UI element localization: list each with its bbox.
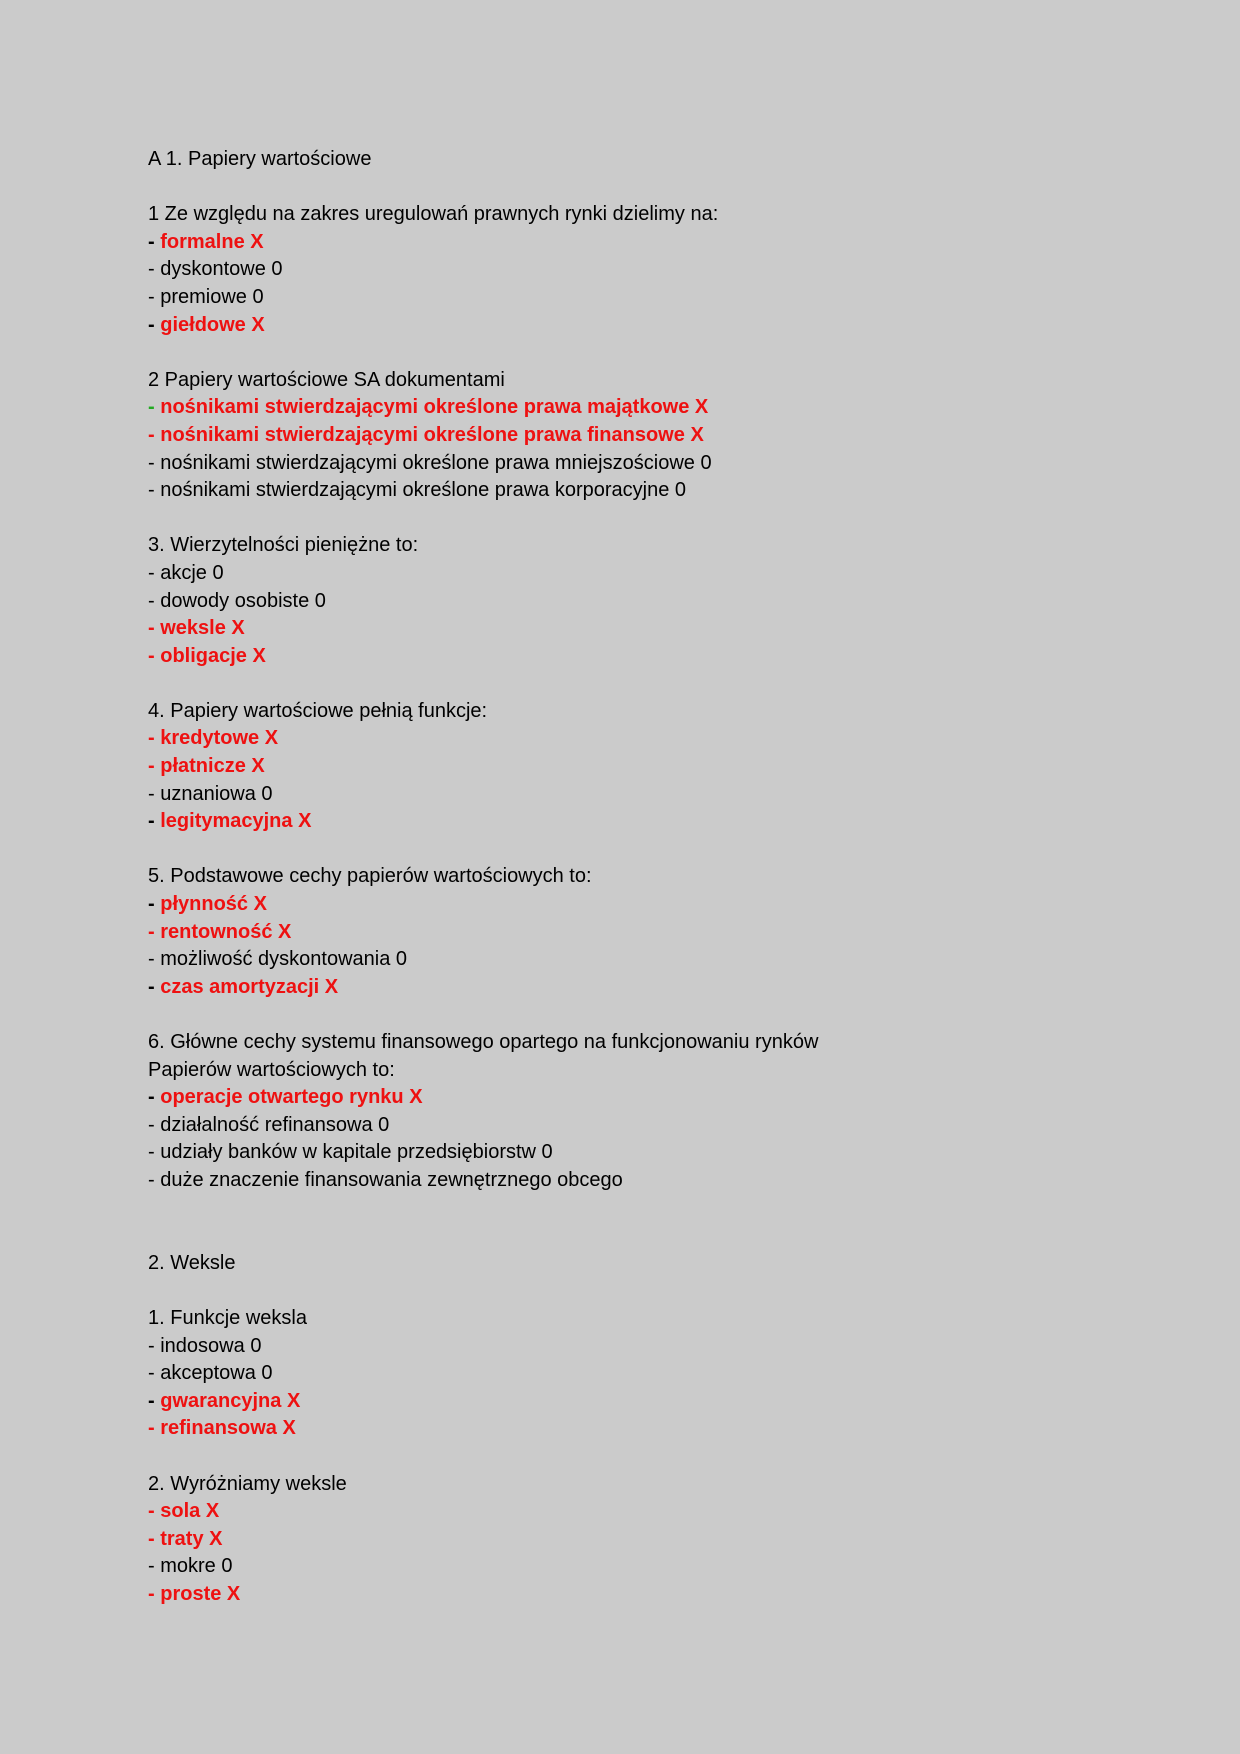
blank-line (148, 670, 1148, 698)
answer-incorrect (148, 450, 1148, 478)
answer-text: sola (160, 1500, 201, 1523)
question-text: 5. Podstawowe cechy papierów wartościowych to: (148, 865, 592, 888)
answer-mark-0: 0 (700, 451, 712, 474)
answer-dash: - (148, 948, 155, 971)
answer-incorrect (148, 256, 1148, 284)
answer-correct (148, 753, 1148, 781)
answer-dash: - (148, 782, 155, 805)
answer-text: akceptowa (160, 1362, 256, 1385)
answer-dash: - (148, 561, 155, 584)
answer-dash: - (148, 1168, 155, 1191)
answer-mark-x: X (231, 617, 245, 640)
answer-text: kredytowe (160, 727, 260, 750)
document-content (148, 146, 1148, 1608)
answer-incorrect (148, 946, 1148, 974)
answer-text: płynność (160, 893, 249, 916)
answer-text: premiowe (160, 285, 247, 308)
answer-mark-x: X (253, 893, 267, 916)
answer-dash: - (148, 975, 155, 998)
answer-text: operacje otwartego rynku (160, 1086, 404, 1109)
answer-text: możliwość dyskontowania (160, 948, 391, 971)
answer-correct (148, 1084, 1148, 1112)
answer-dash: - (148, 313, 155, 336)
answer-mark-0: 0 (250, 1334, 262, 1357)
question-text: 2. Wyróżniamy weksle (148, 1472, 347, 1495)
answer-mark-0: 0 (252, 285, 264, 308)
answer-correct (148, 1581, 1148, 1609)
answer-dash: - (148, 451, 155, 474)
answer-correct (148, 1526, 1148, 1554)
answer-correct (148, 422, 1148, 450)
answer-mark-x: X (205, 1500, 220, 1523)
answer-dash: - (148, 1334, 155, 1357)
answer-incorrect (148, 1139, 1148, 1167)
answer-mark-x: X (251, 313, 265, 336)
answer-text: dowody osobiste (160, 589, 310, 612)
answer-correct (148, 808, 1148, 836)
answer-dash: - (148, 1582, 155, 1605)
answer-dash: - (148, 423, 155, 446)
answer-correct (148, 1388, 1148, 1416)
answer-correct (148, 891, 1148, 919)
answer-text: nośnikami stwierdzającymi określone prawa mniejszościowe (160, 451, 695, 474)
answer-dash: - (148, 1389, 155, 1412)
answer-mark-x: X (278, 920, 292, 943)
answer-text: działalność refinansowa (160, 1113, 373, 1136)
answer-text: płatnicze (160, 755, 246, 778)
answer-text: traty (160, 1527, 204, 1550)
answer-incorrect (148, 560, 1148, 588)
answer-dash: - (148, 479, 155, 502)
answer-mark-0: 0 (541, 1141, 553, 1164)
answer-text: nośnikami stwierdzającymi określone prawa finansowe (160, 423, 685, 446)
answer-mark-x: X (282, 1417, 296, 1440)
answer-text: gwarancyjna (160, 1389, 282, 1412)
answer-text: nośnikami stwierdzającymi określone prawa korporacyjne (160, 479, 670, 502)
answer-dash: - (148, 1527, 155, 1550)
question-text-continued: Papierów wartościowych to: (148, 1058, 395, 1081)
answer-incorrect (148, 284, 1148, 312)
blank-line (148, 1443, 1148, 1471)
answer-dash: - (148, 617, 155, 640)
answer-correct (148, 229, 1148, 257)
answer-dash: - (148, 1113, 155, 1136)
answer-text: mokre (160, 1555, 216, 1578)
answer-mark-0: 0 (395, 948, 408, 971)
answer-dash: - (148, 644, 155, 667)
answer-correct (148, 615, 1148, 643)
question-text: 6. Główne cechy systemu finansowego opartego na funkcjonowaniu rynków (148, 1031, 819, 1053)
answer-mark-x: X (286, 1389, 301, 1412)
answer-text: indosowa (160, 1334, 245, 1357)
blank-line (148, 1195, 1148, 1250)
answer-dash: - (148, 755, 155, 778)
answer-dash: - (148, 727, 155, 750)
answer-incorrect (148, 588, 1148, 616)
blank-line (148, 1277, 1148, 1305)
answer-text: duże znaczenie finansowania zewnętrznego obcego (160, 1168, 623, 1191)
section-title: A 1. Papiery wartościowe (148, 148, 372, 170)
answer-mark-x: X (226, 1582, 241, 1605)
answer-mark-x: X (690, 423, 704, 446)
answer-mark-x: X (324, 975, 339, 998)
answer-dash: - (148, 810, 155, 833)
answer-dash: - (148, 230, 155, 253)
answer-dash: - (148, 1086, 155, 1109)
answer-correct (148, 394, 1148, 422)
answer-text: nośnikami stwierdzającymi określone prawa majątkowe (160, 396, 690, 419)
answer-text: weksle (160, 617, 226, 640)
answer-correct (148, 1415, 1148, 1443)
answer-incorrect (148, 1167, 1148, 1195)
answer-mark-x: X (252, 644, 266, 667)
answer-dash: - (148, 258, 155, 281)
answer-text: proste (160, 1582, 222, 1605)
answer-correct (148, 725, 1148, 753)
answer-dash: - (148, 920, 155, 943)
answer-mark-x: X (264, 727, 279, 750)
answer-mark-0: 0 (271, 258, 283, 281)
answer-mark-0: 0 (212, 561, 224, 584)
answer-text: formalne (160, 230, 245, 253)
blank-line (148, 505, 1148, 533)
blank-line (148, 836, 1148, 864)
answer-dash: - (148, 1362, 155, 1385)
answer-mark-x: X (298, 810, 312, 833)
answer-mark-0: 0 (674, 479, 687, 502)
answer-mark-0: 0 (221, 1555, 233, 1578)
answer-text: giełdowe (160, 313, 246, 336)
question-text: 4. Papiery wartościowe pełnią funkcje: (148, 699, 488, 722)
blank-line (148, 174, 1148, 202)
answer-incorrect (148, 1553, 1148, 1581)
answer-mark-0: 0 (314, 589, 326, 612)
answer-mark-x: X (209, 1527, 223, 1550)
answer-dash: - (148, 285, 155, 308)
answer-incorrect (148, 1333, 1148, 1361)
answer-incorrect (148, 1360, 1148, 1388)
answer-mark-0: 0 (378, 1113, 390, 1136)
answer-mark-0: 0 (261, 1362, 273, 1385)
answer-mark-x: X (694, 396, 709, 419)
answer-text: uznaniowa (160, 782, 256, 805)
answer-dash: - (148, 1500, 155, 1523)
answer-text: rentowność (160, 920, 273, 943)
answer-incorrect (148, 781, 1148, 809)
blank-line (148, 339, 1148, 367)
answer-correct (148, 312, 1148, 340)
answer-text: akcje (160, 561, 207, 584)
answer-dash: - (148, 1417, 155, 1440)
question-text: 1. Funkcje weksla (148, 1306, 307, 1329)
answer-dash: - (148, 1555, 155, 1578)
answer-incorrect (148, 477, 1148, 505)
answer-mark-x: X (251, 755, 265, 778)
answer-text: obligacje (160, 644, 247, 667)
answer-mark-0: 0 (261, 782, 273, 805)
answer-text: udziały banków w kapitale przedsiębiorstw (160, 1141, 536, 1164)
blank-line (148, 1001, 1148, 1029)
answer-dash: - (148, 396, 155, 419)
answer-text: legitymacyjna (160, 810, 293, 833)
question-text: 2 Papiery wartościowe SA dokumentami (148, 368, 505, 391)
answer-correct (148, 974, 1148, 1002)
question-text: 1 Ze względu na zakres uregulowań prawnych rynki dzielimy na: (148, 203, 719, 226)
answer-text: czas amortyzacji (160, 975, 320, 998)
answer-mark-x: X (409, 1086, 423, 1109)
answer-correct (148, 643, 1148, 671)
question-text: 3. Wierzytelności pieniężne to: (148, 534, 419, 557)
answer-dash: - (148, 589, 155, 612)
section-title: 2. Weksle (148, 1251, 236, 1274)
answer-mark-x: X (250, 230, 264, 253)
answer-dash: - (148, 893, 155, 916)
answer-correct (148, 1498, 1148, 1526)
answer-text: dyskontowe (160, 258, 266, 281)
answer-correct (148, 919, 1148, 947)
answer-text: refinansowa (160, 1417, 277, 1440)
answer-dash: - (148, 1141, 155, 1164)
answer-incorrect (148, 1112, 1148, 1140)
